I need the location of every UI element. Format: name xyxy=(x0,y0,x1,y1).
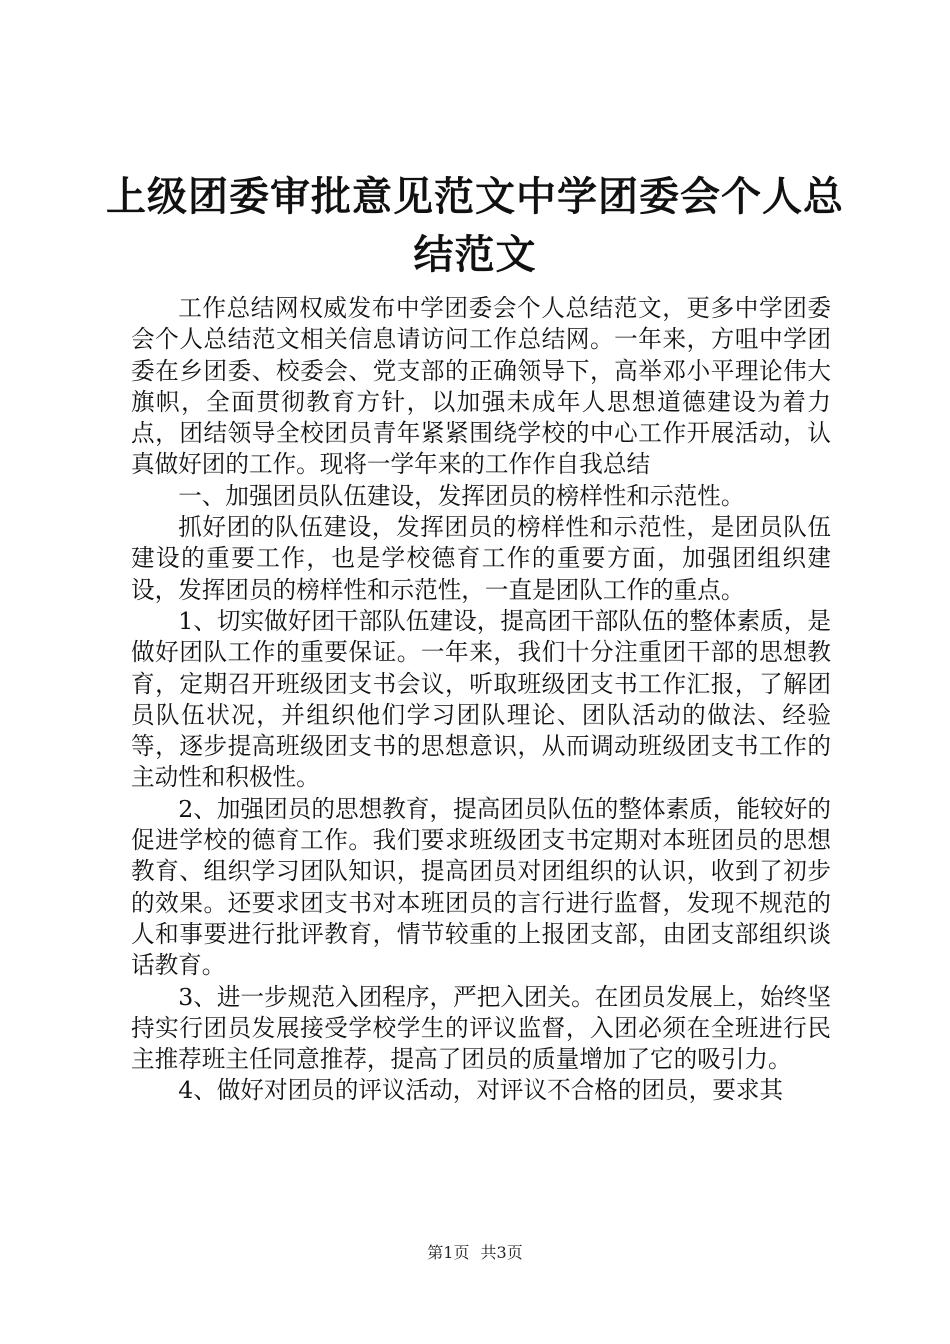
document-body xyxy=(131,293,831,1107)
page-footer xyxy=(0,1243,950,1263)
page-total: 共3页 xyxy=(480,1243,523,1262)
page-number: 第1页 xyxy=(427,1243,470,1262)
list-item-4: 4、做好对团员的评议活动，对评议不合格的团员，要求其 xyxy=(178,1076,784,1105)
list-item-3: 3、进一步规范入团程序，严把入团关。在团员发展上，始终坚持实行团员发展接受学校学生的评议监督，入团必须在全班进行民主推荐班主任同意推荐，提高了团员的质量增加了它的吸引力。 xyxy=(131,982,831,1074)
paragraph-section-1: 抓好团的队伍建设，发挥团员的榜样性和示范性，是团员队伍建设的重要工作，也是学校德育工作的重要方面，加强团组织建设，发挥团员的榜样性和示范性，一直是团队工作的重点。 xyxy=(131,513,831,604)
list-item-2: 2、加强团员的思想教育，提高团员队伍的整体素质，能较好的促进学校的德育工作。我们要求班级团支书定期对本班团员的思想教育、组织学习团队知识，提高团员对团组织的认识，收到了初步的效果。还要求团支书对本班团员的言行进行监督，发现不规范的人和事要进行批评教育，情节较重的上报团支部，由团支部组织谈话教育。 xyxy=(131,794,831,980)
list-item-1: 1、切实做好团干部队伍建设，提高团干部队伍的整体素质，是做好团队工作的重要保证。一年来，我们十分注重团干部的思想教育，定期召开班级团支书会议，听取班级团支书工作汇报，了解团员队伍状况，并组织他们学习团队理论、团队活动的做法、经验等，逐步提高班级团支书的思想意识，从而调动班级团支书工作的主动性和积极性。 xyxy=(131,606,831,792)
paragraph-intro: 工作总结网权威发布中学团委会个人总结范文，更多中学团委会个人总结范文相关信息请访问工作总结网。一年来，方咀中学团委在乡团委、校委会、党支部的正确领导下，高举邓小平理论伟大旗帜，全面贯彻教育方针，以加强未成年人思想道德建设为着力点，团结领导全校团员青年紧紧围绕学校的中心工作开展活动，认真做好团的工作。现将一学年来的工作作自我总结 xyxy=(131,294,831,479)
document-title: 上级团委审批意见范文中学团委会个人总结范文 xyxy=(106,174,844,278)
section-heading-1: 一、加强团员队伍建设，发挥团员的榜样性和示范性。 xyxy=(178,481,745,510)
